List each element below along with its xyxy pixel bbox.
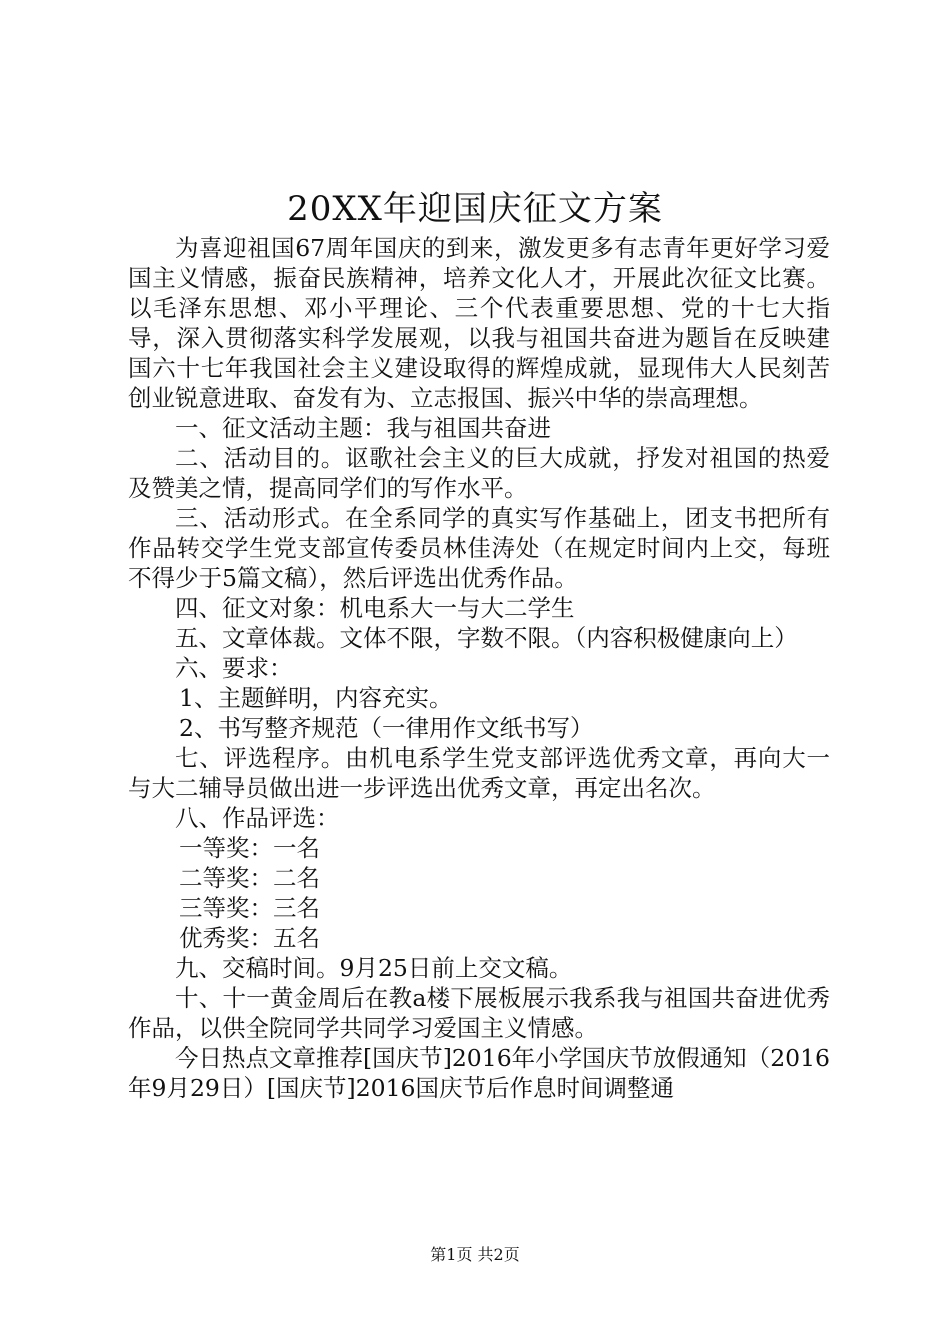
requirement-item: 2、书写整齐规范（一律用作文纸书写）: [179, 714, 594, 742]
section-deadline: 九、交稿时间。9月25日前上交文稿。: [175, 954, 573, 982]
section-genre: 五、文章体裁。文体不限，字数不限。（内容积极健康向上）: [175, 624, 798, 652]
intro-paragraph: 为喜迎祖国67周年国庆的到来，激发更多有志青年更好学习爱国主义情感，振奋民族精神，培养文化人才，开展此次征文比赛。以毛泽东思想、邓小平理论、三个代表重要思想、党的十七大指导，深入贯彻落实科学发展观，以我与祖国共奋进为题旨在反映建国六十七年我国社会主义建设取得的辉煌成就，显现伟大人民刻苦创业锐意进取、奋发有为、立志报国、振兴中华的崇高理想。: [128, 234, 830, 412]
requirement-item: 1、主题鲜明，内容充实。: [179, 684, 453, 712]
document-body: [128, 233, 830, 1103]
award-item: 三等奖：三名: [179, 894, 320, 922]
section-audience: 四、征文对象：机电系大一与大二学生: [175, 594, 575, 622]
award-item: 二等奖：二名: [179, 864, 320, 892]
section-requirements: 六、要求：: [175, 654, 293, 682]
section-theme: 一、征文活动主题：我与祖国共奋进: [175, 414, 551, 442]
award-item: 一等奖：一名: [179, 834, 320, 862]
section-exhibition: 十、十一黄金周后在教a楼下展板展示我系我与祖国共奋进优秀作品，以供全院同学共同学习爱国主义情感。: [128, 984, 830, 1042]
section-format: 三、活动形式。在全系同学的真实写作基础上，团支书把所有作品转交学生党支部宣传委员林佳涛处（在规定时间内上交，每班不得少于5篇文稿），然后评选出优秀作品。: [128, 504, 830, 592]
award-item: 优秀奖：五名: [179, 924, 320, 952]
section-awards: 八、作品评选：: [175, 804, 340, 832]
section-purpose: 二、活动目的。讴歌社会主义的巨大成就，抒发对祖国的热爱及赞美之情，提高同学们的写作水平。: [128, 444, 830, 502]
recommended-articles: 今日热点文章推荐[国庆节]2016年小学国庆节放假通知（2016年9月29日）[国庆节]2016国庆节后作息时间调整通: [128, 1044, 830, 1102]
page-title: 20XX年迎国庆征文方案: [287, 189, 663, 229]
section-procedure: 七、评选程序。由机电系学生党支部评选优秀文章，再向大一与大二辅导员做出进一步评选出优秀文章，再定出名次。: [128, 744, 830, 802]
page-number: 第1页 共2页: [430, 1245, 520, 1264]
